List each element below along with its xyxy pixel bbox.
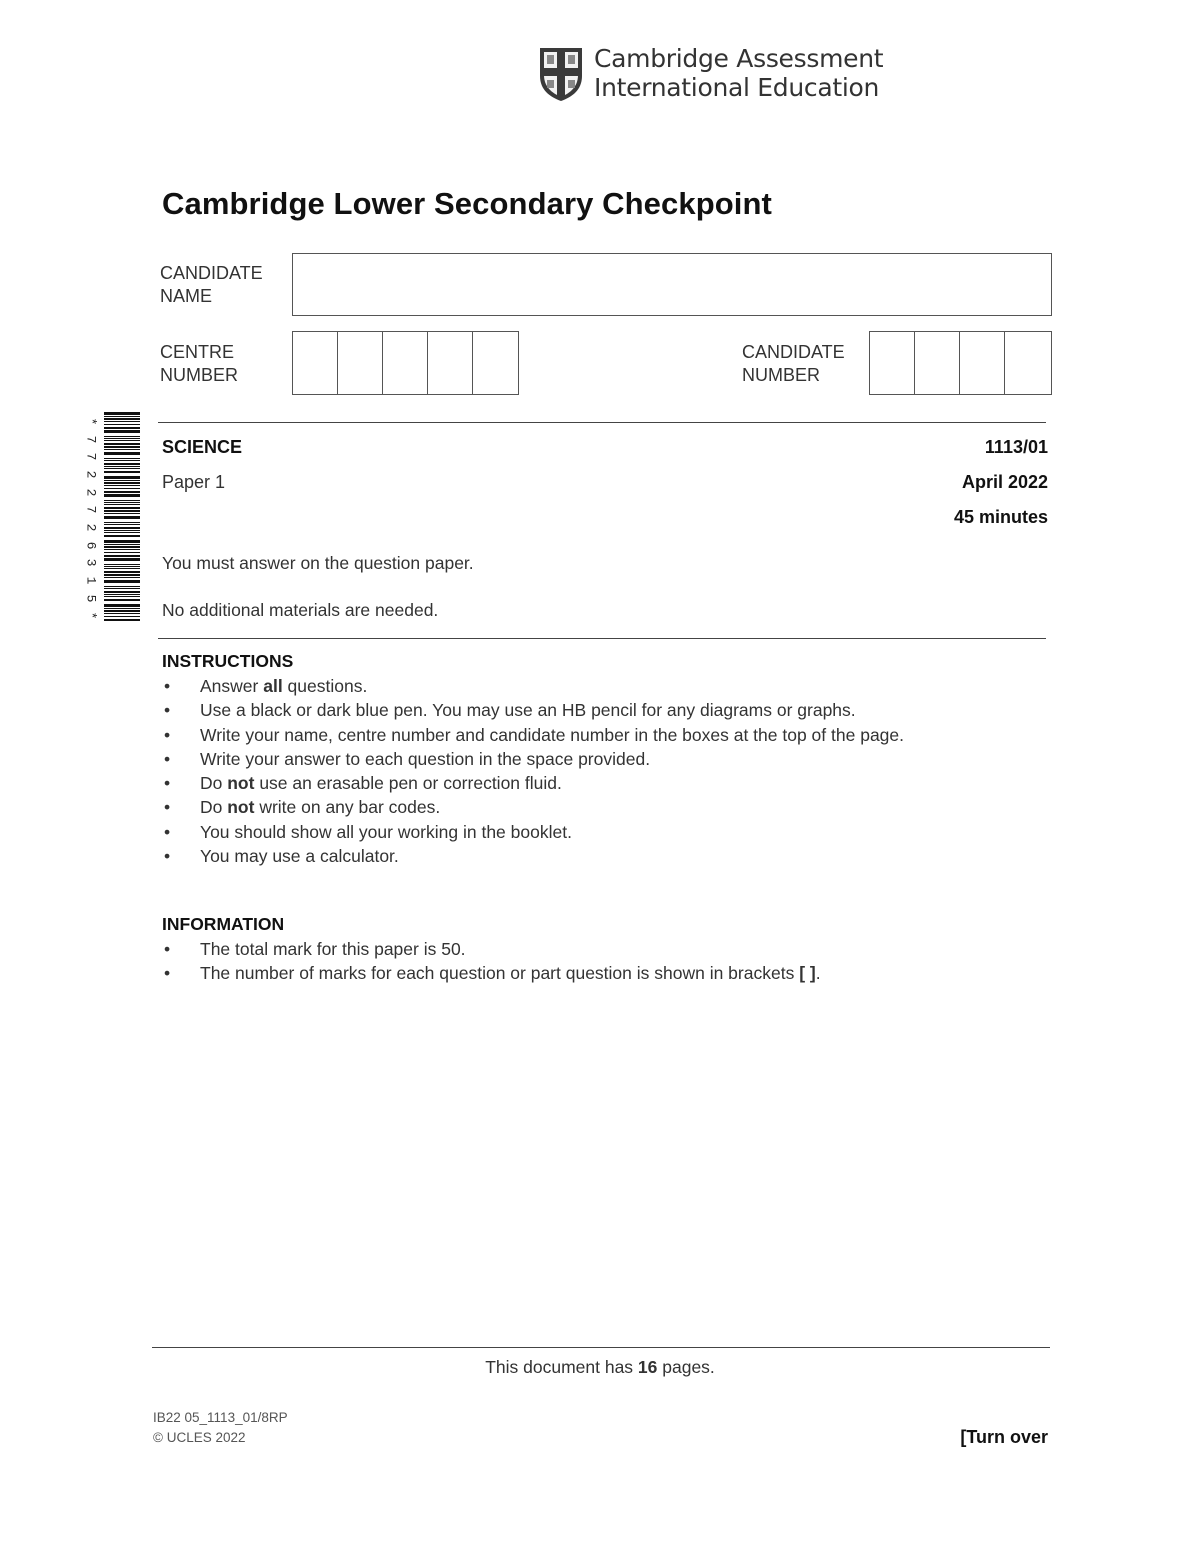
page-title: Cambridge Lower Secondary Checkpoint [162, 186, 772, 221]
barcode-digit: 2 [83, 523, 99, 532]
logo-line-1: Cambridge Assessment [594, 44, 884, 73]
information-heading: INFORMATION [162, 914, 285, 934]
barcode-digit: * [83, 611, 99, 620]
list-item: • Write your answer to each question in the space provided. [164, 748, 651, 769]
instructions-list [162, 674, 904, 868]
barcode [84, 410, 140, 626]
list-item: • You may use a calculator. [164, 846, 399, 867]
candidate-number-digit-box[interactable] [870, 332, 915, 394]
exam-session: April 2022 [961, 472, 1048, 492]
candidate-number-digit-box[interactable] [1005, 332, 1051, 394]
list-item: • The number of marks for each question or part question is shown in brackets [ ]. [164, 963, 821, 984]
centre-number-digit-box[interactable] [428, 332, 473, 394]
paper-label: Paper 1 [162, 472, 226, 492]
list-item: • Answer all questions. [164, 676, 368, 696]
barcode-digit: 7 [83, 505, 99, 514]
turn-over-label: [Turn over [960, 1427, 1048, 1447]
centre-number-digit-box[interactable] [338, 332, 383, 394]
subject-title: SCIENCE [162, 437, 243, 457]
barcode-digit: 2 [83, 488, 99, 497]
candidate-name-field[interactable] [292, 253, 1052, 316]
list-item: • You should show all your working in the booklet. [164, 821, 572, 842]
barcode-digit: 6 [83, 541, 99, 550]
cambridge-logo [538, 46, 883, 106]
list-item: • Use a black or dark blue pen. You may use an HB pencil for any diagrams or graphs. [164, 700, 856, 721]
candidate-number-digit-box[interactable] [960, 332, 1005, 394]
barcode-digit: * [83, 417, 99, 426]
barcode-digit: 1 [83, 576, 99, 585]
note-answer-on-paper: You must answer on the question paper. [162, 553, 474, 573]
logo-line-2: International Education [594, 73, 880, 102]
page-count-note: This document has 16 pages. [485, 1357, 715, 1377]
crest-shield-icon [538, 46, 584, 102]
note-no-materials: No additional materials are needed. [162, 600, 439, 620]
divider [152, 1347, 1050, 1348]
barcode-digit: 7 [83, 452, 99, 461]
barcode-digit: 5 [83, 594, 99, 603]
paper-code: 1113/01 [984, 437, 1048, 457]
centre-number-boxes [292, 331, 519, 395]
exam-duration: 45 minutes [953, 507, 1048, 527]
list-item: • The total mark for this paper is 50. [164, 939, 466, 959]
centre-number-digit-box[interactable] [383, 332, 428, 394]
divider [158, 422, 1046, 423]
centre-number-digit-box[interactable] [293, 332, 338, 394]
list-item: • Do not use an erasable pen or correction fluid. [164, 773, 562, 794]
document-reference: IB22 05_1113_01/8RP © UCLES 2022 [153, 1410, 288, 1445]
barcode-digit: 2 [83, 470, 99, 479]
candidate-number-boxes [869, 331, 1052, 395]
barcode-digit: 7 [83, 435, 99, 444]
barcode-digit: 3 [83, 558, 99, 567]
candidate-name-label: CANDIDATE NAME [160, 263, 263, 306]
instructions-heading: INSTRUCTIONS [162, 651, 294, 671]
list-item: • Do not write on any bar codes. [164, 797, 441, 818]
list-item: • Write your name, centre number and candidate number in the boxes at the top of the page. [164, 724, 904, 745]
information-list [162, 937, 821, 986]
barcode-digits [84, 410, 98, 626]
centre-number-label: CENTRE NUMBER [160, 342, 239, 385]
divider [158, 638, 1046, 639]
candidate-number-digit-box[interactable] [915, 332, 960, 394]
centre-number-digit-box[interactable] [473, 332, 518, 394]
candidate-number-label: CANDIDATE NUMBER [742, 342, 845, 385]
barcode-bars-icon [104, 412, 140, 624]
